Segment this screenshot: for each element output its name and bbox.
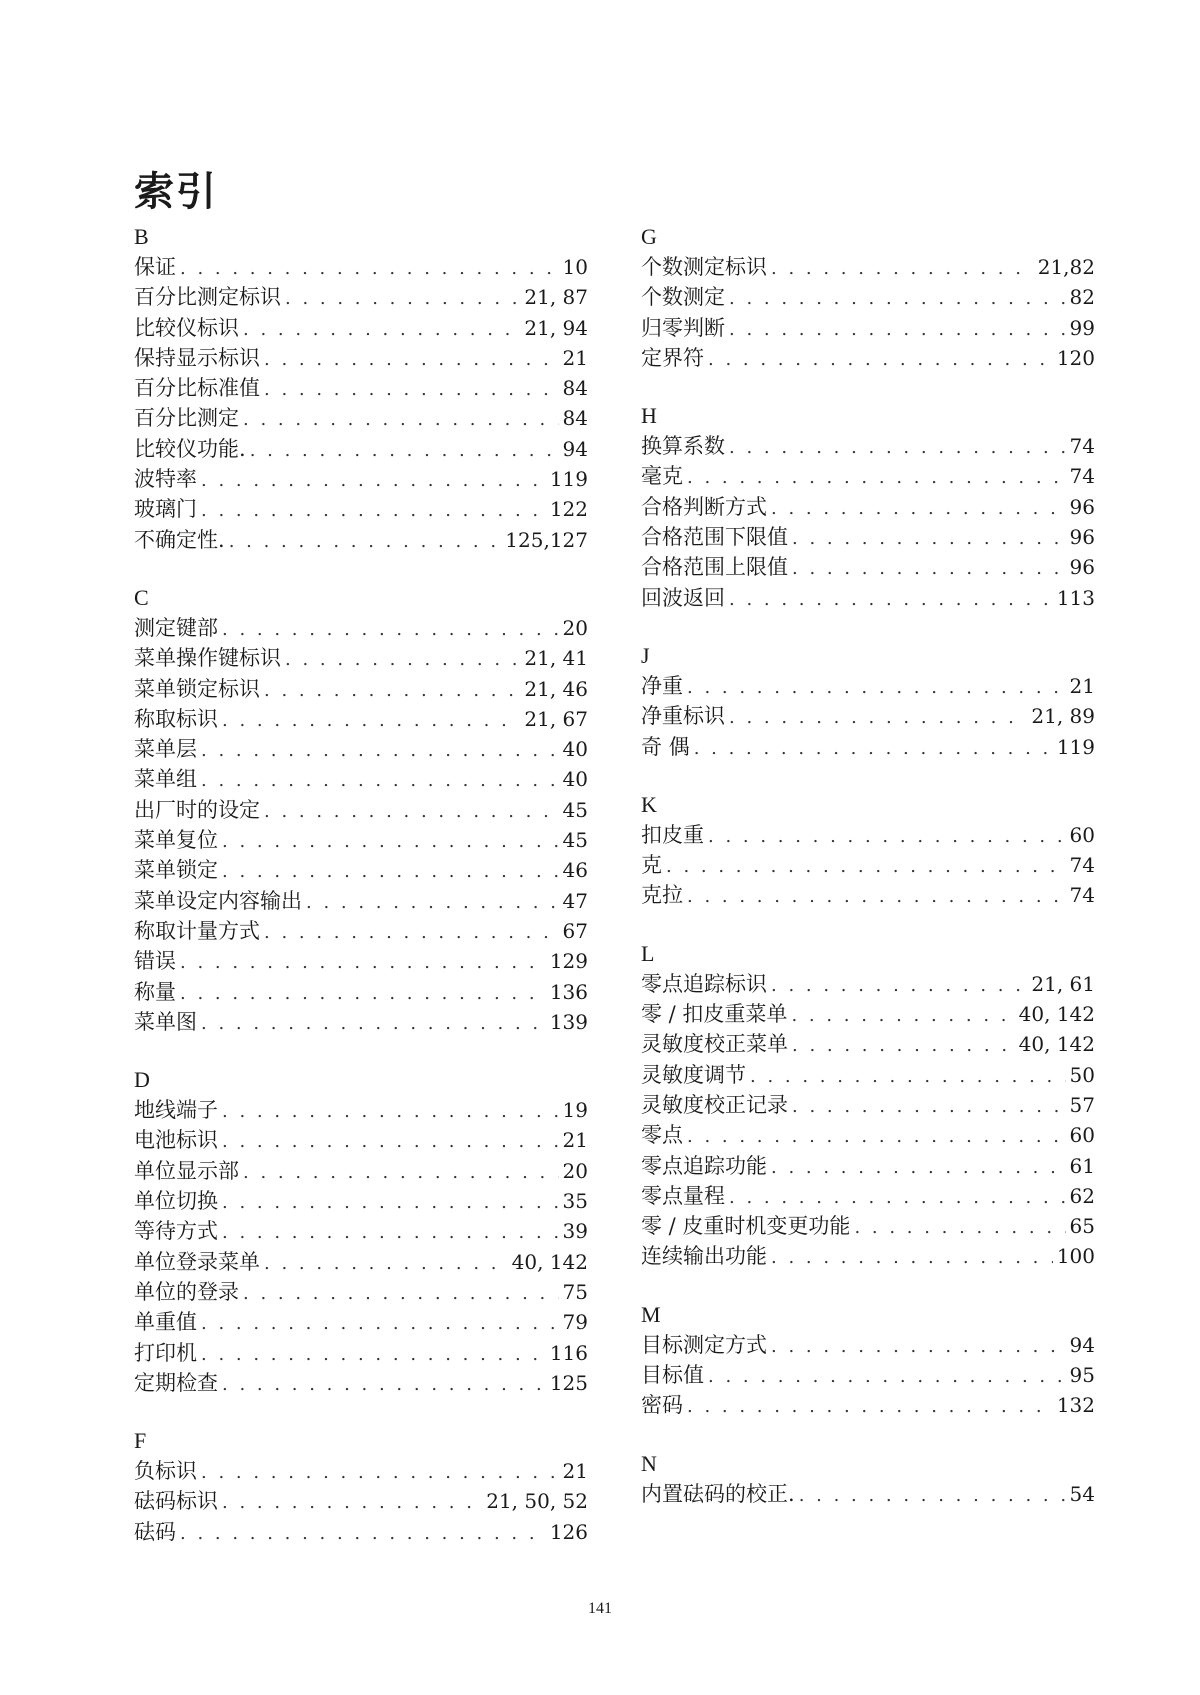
dot-leader xyxy=(264,375,559,405)
entry-pages: 79 xyxy=(562,1310,588,1335)
entry-pages: 21, 67 xyxy=(524,706,588,731)
entry-pages: 39 xyxy=(562,1219,588,1244)
index-entry xyxy=(134,494,588,524)
entry-term: 打印机 xyxy=(134,1340,197,1365)
index-entry xyxy=(641,732,1095,762)
entry-term: 目标值 xyxy=(641,1363,704,1388)
entry-pages: 116 xyxy=(549,1340,588,1365)
entry-pages: 40, 142 xyxy=(511,1249,588,1274)
index-entry xyxy=(134,1456,588,1486)
entry-pages: 132 xyxy=(1056,1393,1095,1418)
index-entry xyxy=(134,403,588,433)
entry-term: 称取计量方式 xyxy=(134,918,260,943)
entry-term: 个数测定 xyxy=(641,285,725,310)
entry-term: 单位切换 xyxy=(134,1189,218,1214)
entry-pages: 21, 41 xyxy=(524,646,588,671)
entry-term: 毫克 xyxy=(641,464,683,489)
entry-term: 出厂时的设定 xyxy=(134,797,260,822)
dot-leader xyxy=(222,706,520,736)
entry-pages: 45 xyxy=(562,828,588,853)
entry-term: 净重标识 xyxy=(641,704,725,729)
entry-pages: 40, 142 xyxy=(1018,1002,1095,1027)
index-entry xyxy=(134,1095,588,1125)
dot-leader xyxy=(180,254,559,284)
index-entry xyxy=(134,855,588,885)
entry-pages: 94 xyxy=(1069,1332,1095,1357)
index-section xyxy=(134,583,588,1037)
index-entry xyxy=(134,464,588,494)
dot-leader xyxy=(687,882,1066,912)
index-entry xyxy=(641,999,1095,1029)
index-entry xyxy=(134,946,588,976)
index-entry xyxy=(134,373,588,403)
entry-term: 玻璃门 xyxy=(134,497,197,522)
entry-pages: 21,82 xyxy=(1037,255,1095,279)
index-entry xyxy=(641,1241,1095,1271)
entry-term: 零点追踪标识 xyxy=(641,971,767,996)
entry-pages: 96 xyxy=(1069,555,1095,580)
dot-leader xyxy=(708,822,1066,852)
dot-leader xyxy=(729,1183,1066,1213)
entry-pages: 119 xyxy=(1056,734,1095,759)
index-entry xyxy=(641,1211,1095,1241)
entry-pages: 45 xyxy=(562,797,588,822)
index-entry xyxy=(641,880,1095,910)
index-section xyxy=(641,401,1095,613)
section-letter: J xyxy=(641,642,650,668)
entry-term: 合格判断方式 xyxy=(641,494,767,519)
dot-leader xyxy=(306,888,559,918)
entry-pages: 62 xyxy=(1069,1183,1095,1208)
entry-pages: 21 xyxy=(562,1128,588,1153)
dot-leader xyxy=(201,1340,546,1370)
dot-leader xyxy=(792,524,1066,554)
dot-leader xyxy=(729,284,1066,314)
dot-leader xyxy=(222,1488,482,1518)
index-section xyxy=(641,1300,1095,1421)
index-entry xyxy=(641,850,1095,880)
dot-leader xyxy=(792,1092,1066,1122)
dot-leader xyxy=(180,979,546,1009)
entry-pages: 40, 142 xyxy=(1018,1032,1095,1057)
index-entry xyxy=(134,825,588,855)
entry-pages: 40 xyxy=(562,737,588,762)
index-entry xyxy=(134,795,588,825)
dot-leader xyxy=(792,554,1066,584)
index-entry xyxy=(641,343,1095,373)
entry-term: 菜单层 xyxy=(134,737,197,762)
index-section xyxy=(134,222,588,555)
index-entry xyxy=(641,583,1095,613)
dot-leader xyxy=(791,1001,1014,1031)
dot-leader xyxy=(694,734,1053,764)
index-entry xyxy=(134,252,588,282)
index-section xyxy=(641,641,1095,762)
index-section xyxy=(641,222,1095,373)
dot-leader xyxy=(708,1362,1066,1392)
entry-term: 个数测定标识 xyxy=(641,255,767,279)
entry-pages: 94 xyxy=(562,436,588,461)
entry-term: 错误 xyxy=(134,949,176,974)
entry-pages: 21, 89 xyxy=(1031,704,1095,729)
entry-pages: 21 xyxy=(562,1459,588,1484)
entry-term: 定期检查 xyxy=(134,1370,218,1395)
entry-pages: 100 xyxy=(1056,1244,1095,1269)
index-entry xyxy=(134,1007,588,1037)
entry-term: 负标识 xyxy=(134,1459,197,1484)
entry-term: 称取标识 xyxy=(134,706,218,731)
entry-pages: 61 xyxy=(1069,1153,1095,1178)
index-entry xyxy=(134,1125,588,1155)
index-section xyxy=(641,790,1095,911)
dot-leader xyxy=(729,703,1027,733)
entry-term: 零点量程 xyxy=(641,1183,725,1208)
index-entry xyxy=(134,343,588,373)
index-entry xyxy=(641,969,1095,999)
entry-term: 电池标识 xyxy=(134,1128,218,1153)
index-section xyxy=(134,1426,588,1547)
dot-leader xyxy=(264,918,559,948)
index-entry xyxy=(134,1156,588,1186)
entry-pages: 95 xyxy=(1069,1363,1095,1388)
dot-leader xyxy=(229,527,502,557)
index-entry xyxy=(641,522,1095,552)
entry-term: 合格范围上限值 xyxy=(641,555,788,580)
index-entry xyxy=(641,1060,1095,1090)
entry-pages: 74 xyxy=(1069,853,1095,878)
entry-pages: 10 xyxy=(562,255,588,279)
section-letter: M xyxy=(641,1301,661,1327)
entry-term: 菜单复位 xyxy=(134,828,218,853)
index-entry xyxy=(134,1216,588,1246)
index-entry xyxy=(641,461,1095,491)
section-letter: G xyxy=(641,224,657,249)
index-entry xyxy=(134,1186,588,1216)
dot-leader xyxy=(687,1122,1066,1152)
entry-term: 单位的登录 xyxy=(134,1279,239,1304)
entry-term: 百分比标准值 xyxy=(134,376,260,401)
dot-leader xyxy=(771,1332,1066,1362)
entry-term: 奇 偶 xyxy=(641,734,690,759)
entry-pages: 125 xyxy=(549,1370,588,1395)
entry-pages: 82 xyxy=(1069,285,1095,310)
entry-pages: 129 xyxy=(549,949,588,974)
entry-term: 单位显示部 xyxy=(134,1158,239,1183)
index-entry xyxy=(641,313,1095,343)
dot-leader xyxy=(687,1392,1053,1422)
index-entry xyxy=(134,1277,588,1307)
index-entry xyxy=(134,313,588,343)
entry-pages: 75 xyxy=(562,1279,588,1304)
index-entry xyxy=(641,1360,1095,1390)
entry-pages: 50 xyxy=(1069,1062,1095,1087)
entry-pages: 113 xyxy=(1056,585,1095,610)
section-letter: C xyxy=(134,584,149,610)
entry-term: 测定键部 xyxy=(134,615,218,640)
entry-pages: 47 xyxy=(562,888,588,913)
entry-term: 回波返回 xyxy=(641,585,725,610)
entry-term: 等待方式 xyxy=(134,1219,218,1244)
entry-term: 称量 xyxy=(134,979,176,1004)
entry-term: 砝码标识 xyxy=(134,1489,218,1514)
section-letter: K xyxy=(641,791,657,817)
entry-term: 菜单图 xyxy=(134,1009,197,1034)
index-entry xyxy=(134,1486,588,1516)
dot-leader xyxy=(243,1279,559,1309)
entry-pages: 120 xyxy=(1056,345,1095,370)
index-entry xyxy=(641,1181,1095,1211)
entry-pages: 21, 94 xyxy=(524,315,588,340)
entry-term: 菜单组 xyxy=(134,767,197,792)
entry-term: 零点追踪功能 xyxy=(641,1153,767,1178)
entry-term: 归零判断 xyxy=(641,315,725,340)
index-entry xyxy=(134,886,588,916)
dot-leader xyxy=(201,736,559,766)
dot-leader xyxy=(792,1031,1015,1061)
section-letter: B xyxy=(134,224,149,249)
entry-term: 零点 xyxy=(641,1123,683,1148)
entry-pages: 139 xyxy=(549,1009,588,1034)
entry-term: 零 / 扣皮重菜单 xyxy=(641,1002,788,1027)
index-entry xyxy=(134,916,588,946)
entry-term: 菜单设定内容输出 xyxy=(134,888,302,913)
index-entry xyxy=(641,701,1095,731)
dot-leader xyxy=(285,284,520,314)
entry-pages: 99 xyxy=(1069,315,1095,340)
index-entry xyxy=(641,431,1095,461)
dot-leader xyxy=(201,1009,546,1039)
dot-leader xyxy=(222,1127,559,1157)
entry-pages: 74 xyxy=(1069,464,1095,489)
entry-term: 单位登录菜单 xyxy=(134,1249,260,1274)
dot-leader xyxy=(201,1458,559,1488)
entry-term: 合格范围下限值 xyxy=(641,525,788,550)
index-column-right xyxy=(641,222,1095,1537)
index-entry xyxy=(134,1307,588,1337)
entry-term: 比较仪标识 xyxy=(134,315,239,340)
section-letter: L xyxy=(641,940,655,966)
index-entry xyxy=(641,252,1095,282)
dot-leader xyxy=(750,1062,1066,1092)
dot-leader xyxy=(222,1218,559,1248)
entry-term: 比较仪功能. xyxy=(134,436,246,461)
entry-term: 保持显示标识 xyxy=(134,345,260,370)
entry-term: 目标测定方式 xyxy=(641,1332,767,1357)
index-entry xyxy=(641,1090,1095,1120)
entry-term: 灵敏度校正记录 xyxy=(641,1092,788,1117)
index-entry xyxy=(134,674,588,704)
index-entry xyxy=(134,643,588,673)
dot-leader xyxy=(729,433,1066,463)
dot-leader xyxy=(264,797,559,827)
entry-pages: 84 xyxy=(562,406,588,431)
dot-leader xyxy=(771,494,1066,524)
entry-term: 菜单操作键标识 xyxy=(134,646,281,671)
entry-pages: 21 xyxy=(1069,673,1095,698)
dot-leader xyxy=(666,852,1066,882)
index-entry xyxy=(641,671,1095,701)
index-entry xyxy=(641,820,1095,850)
dot-leader xyxy=(771,971,1027,1001)
index-entry xyxy=(641,282,1095,312)
dot-leader xyxy=(222,1097,559,1127)
index-entry xyxy=(134,434,588,464)
entry-term: 菜单锁定标识 xyxy=(134,676,260,701)
index-entry xyxy=(641,1330,1095,1360)
entry-pages: 74 xyxy=(1069,883,1095,908)
dot-leader xyxy=(222,827,559,857)
dot-leader xyxy=(243,315,520,345)
entry-pages: 122 xyxy=(549,497,588,522)
index-entry xyxy=(641,1479,1095,1509)
entry-pages: 60 xyxy=(1069,822,1095,847)
index-entry xyxy=(641,1390,1095,1420)
index-section xyxy=(641,1449,1095,1509)
entry-pages: 40 xyxy=(562,767,588,792)
entry-term: 净重 xyxy=(641,673,683,698)
entry-pages: 65 xyxy=(1069,1214,1095,1239)
entry-pages: 35 xyxy=(562,1189,588,1214)
index-entry xyxy=(134,525,588,555)
entry-pages: 21 xyxy=(562,345,588,370)
entry-pages: 20 xyxy=(562,615,588,640)
section-letter: F xyxy=(134,1428,147,1454)
entry-term: 波特率 xyxy=(134,467,197,492)
dot-leader xyxy=(771,1153,1066,1183)
entry-pages: 21, 87 xyxy=(524,285,588,310)
entry-pages: 19 xyxy=(562,1098,588,1123)
entry-pages: 20 xyxy=(562,1158,588,1183)
entry-term: 菜单锁定 xyxy=(134,858,218,883)
entry-pages: 126 xyxy=(549,1519,588,1544)
dot-leader xyxy=(729,315,1066,345)
dot-leader xyxy=(708,345,1053,375)
entry-term: 地线端子 xyxy=(134,1098,218,1123)
dot-leader xyxy=(243,1158,559,1188)
section-letter: N xyxy=(641,1450,657,1476)
entry-pages: 21, 50, 52 xyxy=(486,1489,588,1514)
entry-term: 百分比测定 xyxy=(134,406,239,431)
dot-leader xyxy=(854,1213,1065,1243)
dot-leader xyxy=(771,1243,1053,1273)
index-column-left xyxy=(134,222,588,1575)
index-entry xyxy=(134,1338,588,1368)
entry-term: 灵敏度调节 xyxy=(641,1062,746,1087)
index-entry xyxy=(134,282,588,312)
dot-leader xyxy=(222,1188,559,1218)
index-entry xyxy=(134,764,588,794)
index-entry xyxy=(641,1151,1095,1181)
entry-term: 扣皮重 xyxy=(641,822,704,847)
index-entry xyxy=(641,492,1095,522)
entry-term: 克 xyxy=(641,853,662,878)
dot-leader xyxy=(222,1370,546,1400)
dot-leader xyxy=(264,345,559,375)
entry-pages: 60 xyxy=(1069,1123,1095,1148)
entry-pages: 21, 46 xyxy=(524,676,588,701)
entry-pages: 57 xyxy=(1069,1092,1095,1117)
dot-leader xyxy=(222,857,559,887)
page-title: 索引 xyxy=(134,169,218,215)
entry-term: 连续输出功能 xyxy=(641,1244,767,1269)
index-section xyxy=(641,939,1095,1272)
entry-pages: 119 xyxy=(549,467,588,492)
entry-term: 内置砝码的校正. xyxy=(641,1481,795,1506)
index-entry xyxy=(134,704,588,734)
entry-term: 换算系数 xyxy=(641,434,725,459)
dot-leader xyxy=(180,1519,546,1549)
entry-pages: 125,127 xyxy=(505,527,588,552)
dot-leader xyxy=(729,585,1053,615)
dot-leader xyxy=(264,676,520,706)
dot-leader xyxy=(201,466,546,496)
entry-pages: 84 xyxy=(562,376,588,401)
index-entry xyxy=(134,1368,588,1398)
entry-pages: 96 xyxy=(1069,525,1095,550)
dot-leader xyxy=(799,1481,1066,1511)
entry-term: 保证 xyxy=(134,255,176,279)
section-letter: H xyxy=(641,403,657,429)
entry-pages: 67 xyxy=(562,918,588,943)
entry-term: 定界符 xyxy=(641,345,704,370)
entry-term: 克拉 xyxy=(641,883,683,908)
dot-leader xyxy=(771,254,1034,284)
dot-leader xyxy=(285,645,520,675)
index-entry xyxy=(134,613,588,643)
page-number: 141 xyxy=(588,1600,612,1617)
dot-leader xyxy=(264,1249,508,1279)
entry-term: 密码 xyxy=(641,1393,683,1418)
entry-pages: 21, 61 xyxy=(1031,971,1095,996)
entry-term: 百分比测定标识 xyxy=(134,285,281,310)
dot-leader xyxy=(201,496,546,526)
dot-leader xyxy=(243,405,559,435)
entry-term: 灵敏度校正菜单 xyxy=(641,1032,788,1057)
index-entry xyxy=(134,977,588,1007)
index-entry xyxy=(641,552,1095,582)
dot-leader xyxy=(250,436,559,466)
index-entry xyxy=(134,1247,588,1277)
section-letter: D xyxy=(134,1067,150,1093)
dot-leader xyxy=(687,673,1066,703)
entry-pages: 96 xyxy=(1069,494,1095,519)
dot-leader xyxy=(201,766,559,796)
dot-leader xyxy=(201,1309,559,1339)
dot-leader xyxy=(222,615,559,645)
entry-pages: 74 xyxy=(1069,434,1095,459)
dot-leader xyxy=(180,948,546,978)
index-entry xyxy=(134,1517,588,1547)
dot-leader xyxy=(687,463,1066,493)
entry-term: 砝码 xyxy=(134,1519,176,1544)
entry-pages: 46 xyxy=(562,858,588,883)
index-section xyxy=(134,1065,588,1398)
entry-term: 零 / 皮重时机变更功能 xyxy=(641,1214,851,1239)
index-entry xyxy=(641,1120,1095,1150)
index-entry xyxy=(641,1029,1095,1059)
entry-pages: 136 xyxy=(549,979,588,1004)
entry-pages: 54 xyxy=(1069,1481,1095,1506)
entry-term: 不确定性. xyxy=(134,527,225,552)
index-entry xyxy=(134,734,588,764)
entry-term: 单重值 xyxy=(134,1310,197,1335)
